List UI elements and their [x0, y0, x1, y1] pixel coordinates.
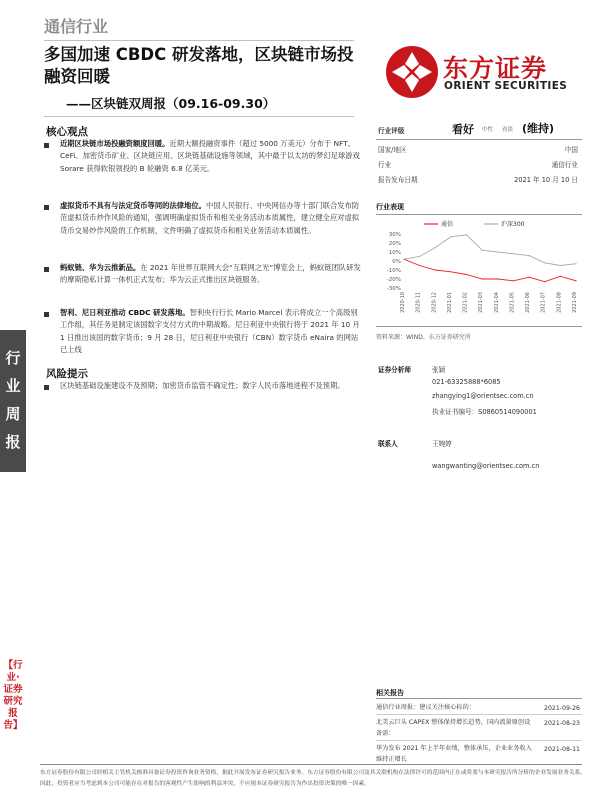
info-value: 通信行业: [551, 161, 578, 169]
company-logo: [386, 46, 576, 98]
related-title: 通信行业周报：建议关注核心标的：: [376, 704, 475, 711]
x-tick-label: 2021-06: [525, 292, 532, 313]
bullet-bold: 蚂蚁链、华为云推新品。: [60, 263, 141, 272]
x-tick-label: 2021-05: [509, 292, 516, 313]
risk-heading: 风险提示: [46, 368, 88, 380]
core-bullet: [44, 262, 364, 287]
bullet-body: 智利央行行长 Mario Marcel 表示将成立一个高级别工作组，其任务是制定该国数字支付方式的中期战略。尼日利亚中央银行将于 2021 年 10 月 1 日推出该国的数字货币；9 月 28 日，尼日利亚中央银行（CBN）数字货币 eNaira 的网站已上线: [60, 308, 360, 355]
series-point: [513, 253, 514, 254]
report-subtitle: ——区块链双周报（09.16-09.30）: [66, 96, 276, 111]
side-tab-char: 业: [5, 377, 21, 395]
side-brand: 【行业·证券研究报告】: [3, 660, 23, 731]
bullet-body: 在 2021 年世界互联网大会“互联网之光”博览会上，蚂蚁链团队研发的摩斯隐私计算一体机正式发布；华为云正式推出区块链服务。: [60, 263, 361, 285]
series-point: [544, 262, 545, 263]
rating-label: 行业评级: [378, 127, 405, 135]
x-tick-label: 2020-10: [400, 292, 406, 313]
related-date: 2021-08-23: [544, 720, 580, 727]
related-date: 2021-08-11: [544, 746, 580, 753]
info-row: [376, 141, 582, 156]
series-point: [435, 247, 436, 248]
series-line: [404, 259, 576, 282]
info-row: [376, 156, 582, 171]
analyst-phone: 021-63325888*6085: [432, 378, 501, 386]
related-item[interactable]: [376, 717, 582, 739]
rating-table: [376, 118, 582, 186]
core-bullet: [44, 138, 364, 175]
y-tick-label: 30%: [388, 232, 401, 238]
series-point: [513, 280, 514, 281]
side-tab-char: 行: [5, 349, 21, 367]
analyst-cert: 执业证书编号：S0860514090001: [432, 408, 537, 416]
performance-rule: [376, 214, 582, 215]
logo-cn-text: 东方证券: [443, 54, 548, 83]
bullet-bold: 虚拟货币不具有与法定货币等同的法律地位。: [60, 201, 206, 210]
core-bullet: [44, 307, 364, 357]
series-point: [575, 263, 576, 264]
divider: [376, 740, 582, 741]
related-title: 华为发布 2021 年上半年业绩，整体承压，企业业务收入维持正增长: [376, 745, 532, 763]
x-tick-label: 2021-08: [556, 292, 563, 313]
bullet-square-icon: [44, 312, 49, 317]
report-title: 多国加速 CBDC 研发落地，区块链市场投融资回暖: [44, 45, 354, 86]
x-tick-label: 2021-07: [540, 292, 547, 313]
legend-label: 沪深300: [501, 221, 525, 228]
related-item[interactable]: [376, 743, 582, 765]
risk-text: 区块链基础设施建设不及预期；加密货币监管不确定性；数字人民币落地进程不及预期。: [60, 381, 345, 390]
related-item[interactable]: [376, 702, 582, 713]
y-tick-label: -30%: [386, 286, 401, 292]
side-tab-char: 报: [5, 433, 21, 451]
rating-row: [376, 118, 582, 140]
x-tick-label: 2021-03: [478, 292, 485, 313]
series-point: [528, 255, 529, 256]
series-point: [560, 276, 561, 277]
x-tick-label: 2021-01: [446, 292, 453, 313]
y-tick-label: -20%: [386, 277, 401, 283]
rating-hold: (维持): [522, 122, 555, 135]
bullet-bold: 智利、尼日利亚推动 CBDC 研发落地。: [60, 308, 190, 317]
series-point: [497, 278, 498, 279]
contact-name: 王婉婷: [432, 440, 452, 448]
y-tick-label: 0%: [392, 259, 401, 265]
core-bullet: [44, 200, 364, 237]
footer-rule: [40, 764, 582, 765]
bullet-bold: 近期区块链市场投融资额度回暖。: [60, 139, 170, 148]
bullet-square-icon: [44, 205, 49, 210]
header-rule: [44, 40, 354, 41]
bullet-body: 近期大额投融资事件（超过 5000 万美元）分布于 NFT、CeFi、加密货币矿业、区块链应用、区块链基础设施等领域，其中最于以太坊的梦幻足球游戏 Sorare 获得软银领投的 B 轮融资 6.8 亿美元。: [60, 139, 360, 173]
info-label: 国家/地区: [378, 146, 407, 154]
info-value: 中国: [564, 146, 578, 154]
series-point: [560, 265, 561, 266]
core-heading: 核心观点: [46, 126, 88, 138]
series-point: [450, 271, 451, 272]
x-tick-label: 2021-09: [572, 292, 578, 313]
related-heading: 相关报告: [376, 689, 404, 697]
series-point: [575, 280, 576, 281]
series-point: [403, 259, 404, 260]
performance-chart: [376, 216, 582, 322]
bullet-square-icon: [44, 267, 49, 272]
analyst-email[interactable]: zhangying1@orientsec.com.cn: [432, 392, 534, 400]
info-row: [376, 171, 582, 186]
series-point: [466, 234, 467, 235]
series-point: [497, 251, 498, 252]
related-title: 北美云巨头 CAPEX 整体保持增长趋势，国内流量原创设备需：: [376, 719, 531, 737]
bullet-square-icon: [44, 143, 49, 148]
info-value: 2021 年 10 月 10 日: [514, 176, 578, 184]
x-tick-label: 2021-04: [493, 292, 500, 313]
footer-disclaimer: 东方证券股份有限公司经相关主管机关核准具备证券投资咨询业务资格，据此开展发布证券研究报告业务。东方证券股份有限公司及其关联机构在法律许可的范围内正在或将要与本研究报告所分析的企业发展业务关系。因此，投资者应当考虑到本公司可能存在对报告的客观性产生影响的利益冲突，不应视本证券研究报告为作出投资决策的唯一因素。: [40, 770, 586, 787]
series-point: [450, 236, 451, 237]
series-point: [544, 281, 545, 282]
side-tab: [0, 330, 26, 472]
subtitle-rule: [44, 116, 354, 117]
series-point: [435, 269, 436, 270]
bullet-body: 中国人民银行、中央网信办等十部门联合发布防范虚拟货币炒作风险的通知，强调明确虚拟货币和相关业务活动本质属性，建立健全应对虚拟货币交易炒作风险的工作机制，文件明确了虚拟货币和相关业务活动本质属性。: [60, 201, 360, 235]
series-point: [482, 278, 483, 279]
info-label: 报告发布日期: [378, 176, 418, 184]
related-rule: [376, 698, 582, 699]
series-line: [404, 235, 576, 266]
x-tick-label: 2020-11: [415, 292, 422, 313]
related-list: [376, 702, 582, 765]
source-rule: [376, 326, 582, 327]
info-label: 行业: [378, 161, 392, 169]
performance-heading: 行业表现: [376, 203, 404, 211]
series-point: [419, 256, 420, 257]
series-point: [419, 265, 420, 266]
rating-good: 看好: [452, 123, 474, 136]
related-date: 2021-09-26: [544, 705, 580, 712]
series-point: [466, 274, 467, 275]
x-tick-label: 2021-02: [462, 292, 469, 313]
contact-email[interactable]: wangwanting@orientsec.com.cn: [432, 462, 540, 470]
side-tab-char: 周: [5, 405, 21, 423]
rating-neutral: 中性: [482, 127, 494, 133]
logo-en-text: ORIENT SECURITIES: [444, 80, 568, 92]
risk-bullet: [44, 380, 364, 392]
analyst-name: 张颖: [432, 366, 446, 374]
legend-label: 通信: [441, 221, 454, 228]
chart-source: 资料来源：WIND、东方证券研究所: [376, 334, 471, 341]
y-tick-label: 10%: [388, 250, 401, 256]
y-tick-label: 20%: [388, 241, 401, 247]
x-tick-label: 2020-12: [431, 292, 438, 313]
y-tick-label: -10%: [386, 268, 401, 274]
divider: [376, 714, 582, 715]
rating-bearish: 看淡: [502, 127, 514, 133]
bullet-square-icon: [44, 385, 49, 390]
industry-label: 通信行业: [44, 17, 109, 36]
orient-logo-icon: [386, 46, 438, 98]
analyst-label: 证券分析师: [378, 366, 411, 374]
series-point: [528, 277, 529, 278]
contact-label: 联系人: [378, 440, 398, 448]
series-point: [482, 250, 483, 251]
